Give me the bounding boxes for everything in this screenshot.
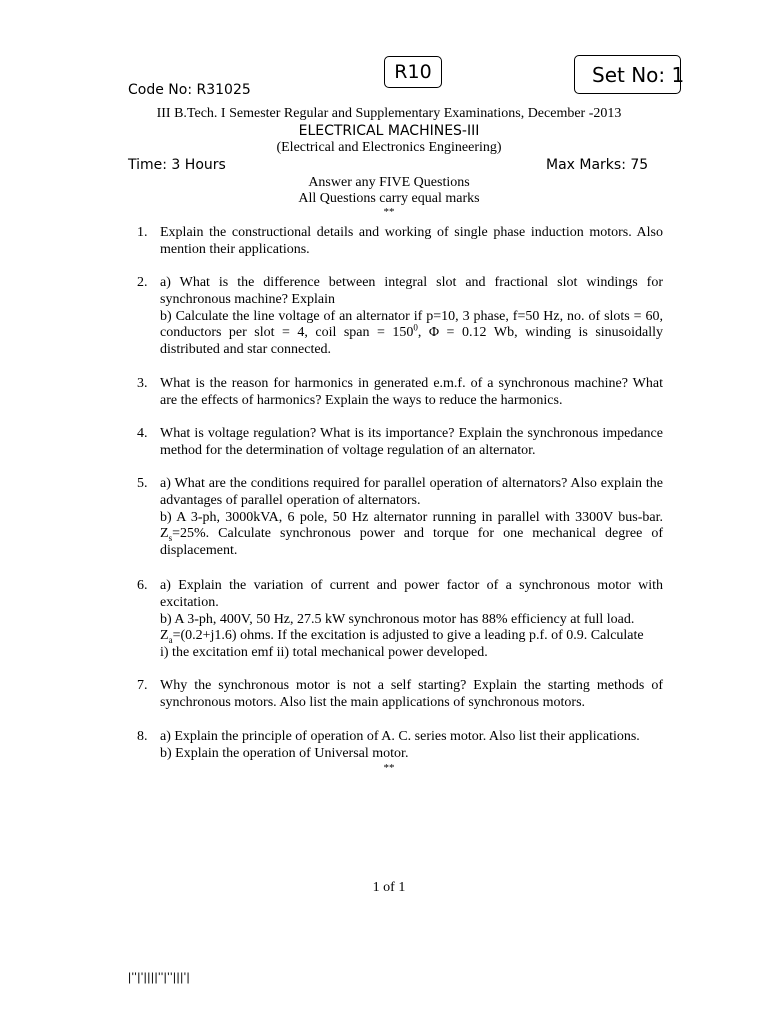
question-text bbox=[160, 426, 663, 460]
page-number: 1 of 1 bbox=[372, 880, 406, 895]
instruction-equal-marks: All Questions carry equal marks bbox=[298, 191, 480, 206]
question-line: Why the synchronous motor is not a self starting? Explain the starting methods of synchronous motors. Also list the main applications of synchronous motors. bbox=[160, 678, 663, 710]
question-number: 8. bbox=[137, 729, 148, 744]
question-part-b-text: b) A 3-ph, 3000kVA, 6 pole, 50 Hz alternator running in parallel with 3300V bus-bar. Z bbox=[160, 509, 663, 542]
barcode-text: |''|'||||''|''|||'| bbox=[128, 970, 191, 984]
question-part-a: a) What is the difference between integral slot and fractional slot windings for synchronous machine? Explain bbox=[160, 275, 663, 307]
question-number: 6. bbox=[137, 578, 148, 593]
regulation-box bbox=[384, 56, 442, 88]
question-line: Explain the constructional details and working of single phase induction motors. Also mention their applications. bbox=[160, 225, 663, 257]
question-text bbox=[160, 578, 663, 662]
question-line: What is voltage regulation? What is its importance? Explain the synchronous impedance method for the determination of voltage regulation of an alternator. bbox=[160, 426, 663, 458]
separator-bottom: ** bbox=[383, 762, 395, 774]
question-5 bbox=[137, 476, 663, 560]
question-part-b-cont bbox=[160, 628, 663, 645]
question-part-b: b) A 3-ph, 400V, 50 Hz, 27.5 kW synchronous motor has 88% efficiency at full load. bbox=[160, 611, 635, 627]
question-part-b bbox=[160, 309, 663, 359]
set-number-box bbox=[574, 55, 685, 94]
question-part-b bbox=[160, 510, 663, 560]
question-text bbox=[160, 476, 663, 560]
question-text bbox=[160, 376, 663, 410]
question-part-b-text-cont: =25%. Calculate synchronous power and torque for one mechanical degree of displacement. bbox=[160, 526, 663, 559]
exam-title: III B.Tech. I Semester Regular and Supplementary Examinations, December -2013 bbox=[156, 106, 622, 121]
impedance-symbol: Z bbox=[160, 628, 169, 644]
question-part-b-text-cont: =(0.2+j1.6) ohms. If the excitation is adjusted to give a leading p.f. of 0.9. Calculate bbox=[172, 628, 644, 644]
max-marks-label: Max Marks: 75 bbox=[546, 157, 649, 173]
time-label: Time: 3 Hours bbox=[128, 157, 226, 173]
question-part-a: a) What are the conditions required for parallel operation of alternators? Also explain the advantages of parallel operation of alternators. bbox=[160, 476, 663, 508]
question-part-b-text: b) Calculate the line voltage of an alternator if p=10, 3 phase, f=50 Hz, no. of slots = 60, conductors per slot = 4, coil span = 150 bbox=[160, 308, 663, 341]
question-text bbox=[160, 729, 663, 763]
question-part-a: a) Explain the principle of operation of A. C. series motor. Also list their applications. bbox=[160, 729, 640, 744]
separator-top: ** bbox=[383, 206, 395, 218]
question-2 bbox=[137, 275, 663, 359]
question-text bbox=[160, 275, 663, 359]
question-4 bbox=[137, 426, 663, 460]
question-3 bbox=[137, 376, 663, 410]
question-number: 5. bbox=[137, 476, 148, 491]
question-part-b: b) Explain the operation of Universal motor. bbox=[160, 745, 409, 761]
question-number: 4. bbox=[137, 426, 148, 441]
code-number: Code No: R31025 bbox=[128, 82, 251, 98]
question-number: 2. bbox=[137, 275, 148, 290]
question-part-a: a) Explain the variation of current and power factor of a synchronous motor with excitation. bbox=[160, 578, 663, 610]
set-number-label: Set No: 1 bbox=[592, 62, 685, 87]
subscript: s bbox=[168, 533, 173, 544]
question-number: 1. bbox=[137, 225, 148, 240]
subject-title: ELECTRICAL MACHINES-III bbox=[298, 123, 480, 139]
question-part-b-text-cont: , Φ = 0.12 Wb, winding is sinusoidally distributed and star connected. bbox=[160, 325, 663, 358]
question-1 bbox=[137, 225, 663, 259]
question-text bbox=[160, 225, 663, 259]
instruction-answer-any: Answer any FIVE Questions bbox=[308, 175, 470, 190]
question-6 bbox=[137, 578, 663, 662]
degree-superscript: 0 bbox=[413, 322, 418, 333]
branch-name: (Electrical and Electronics Engineering) bbox=[276, 140, 502, 155]
regulation-label: R10 bbox=[394, 60, 432, 83]
question-text bbox=[160, 678, 663, 712]
subscript: a bbox=[168, 635, 173, 646]
question-part-b-subparts: i) the excitation emf ii) total mechanical power developed. bbox=[160, 645, 488, 661]
question-line: What is the reason for harmonics in generated e.m.f. of a synchronous machine? What are the effects of harmonics? Explain the ways to reduce the harmonics. bbox=[160, 376, 663, 408]
question-number: 3. bbox=[137, 376, 148, 391]
question-7 bbox=[137, 678, 663, 712]
question-number: 7. bbox=[137, 678, 148, 693]
question-8 bbox=[137, 729, 663, 763]
